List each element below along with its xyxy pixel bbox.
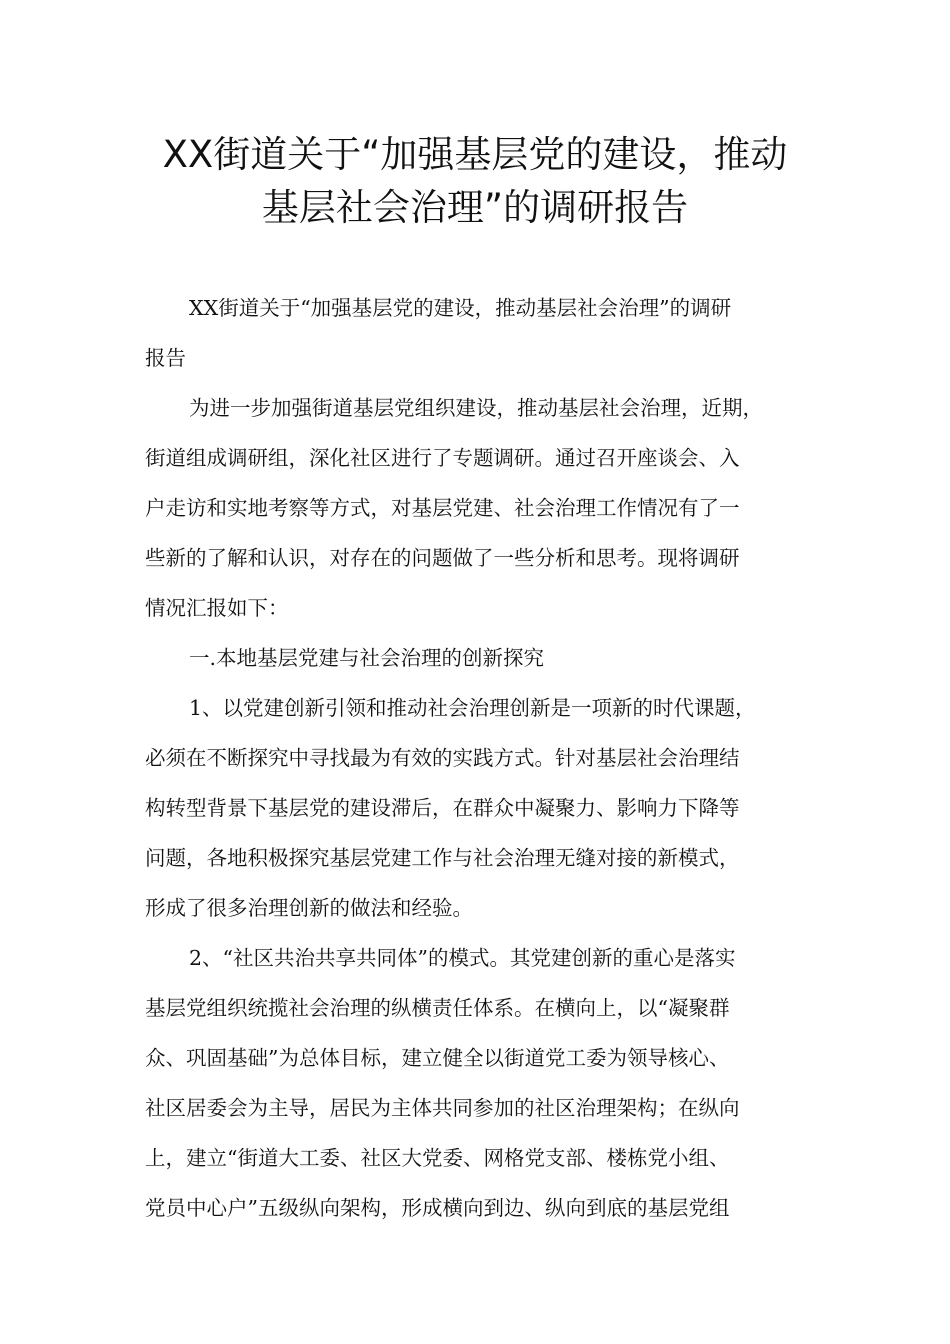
text-line: 报告 [145,346,186,370]
section-heading [145,633,810,683]
text-line: XX街道关于“加强基层党的建设，推动基层社会治理”的调研 [189,296,732,320]
text-line: 为进一步加强街道基层党组织建设，推动基层社会治理，近期， [189,396,763,420]
document-body [145,283,810,1233]
text-line: 1、以党建创新引领和推动社会治理创新是一项新的时代课题， [189,696,756,720]
text-line: 基层党组织统揽社会治理的纵横责任体系。在横向上，以“凝聚群 [145,996,730,1020]
paragraph-subtitle-repeat [145,283,810,383]
text-line: 上，建立“街道大工委、社区大党委、网格党支部、楼栋党小组、 [145,1146,730,1170]
paragraph-intro [145,383,810,633]
title-line: 基层社会治理”的调研报告 [261,186,689,229]
text-line: 众、巩固基础”为总体目标，建立健全以街道党工委为领导核心、 [145,1046,730,1070]
text-line: 问题，各地积极探究基层党建工作与社会治理无缝对接的新模式， [145,846,740,870]
text-line: 户走访和实地考察等方式，对基层党建、社会治理工作情况有了一 [145,496,740,520]
text-line: 党员中心户”五级纵向架构，形成横向到边、纵向到底的基层党组 [145,1196,730,1220]
text-line: 形成了很多治理创新的做法和经验。 [145,896,473,920]
text-line: 社区居委会为主导，居民为主体共同参加的社区治理架构；在纵向 [145,1096,740,1120]
text-line: 些新的了解和认识，对存在的问题做了一些分析和思考。现将调研 [145,546,740,570]
text-line: 情况汇报如下： [145,596,289,620]
document-title [120,128,830,234]
text-line: 必须在不断探究中寻找最为有效的实践方式。针对基层社会治理结 [145,746,740,770]
paragraph-point-1 [145,683,810,933]
text-line: 2、“社区共治共享共同体”的模式。其党建创新的重心是落实 [189,946,736,970]
text-line: 街道组成调研组，深化社区进行了专题调研。通过召开座谈会、入 [145,446,740,470]
text-line: 构转型背景下基层党的建设滞后，在群众中凝聚力、影响力下降等 [145,796,740,820]
text-line: 一.本地基层党建与社会治理的创新探究 [189,646,545,670]
title-line: XX街道关于“加强基层党的建设，推动 [162,133,788,176]
paragraph-point-2 [145,933,810,1233]
